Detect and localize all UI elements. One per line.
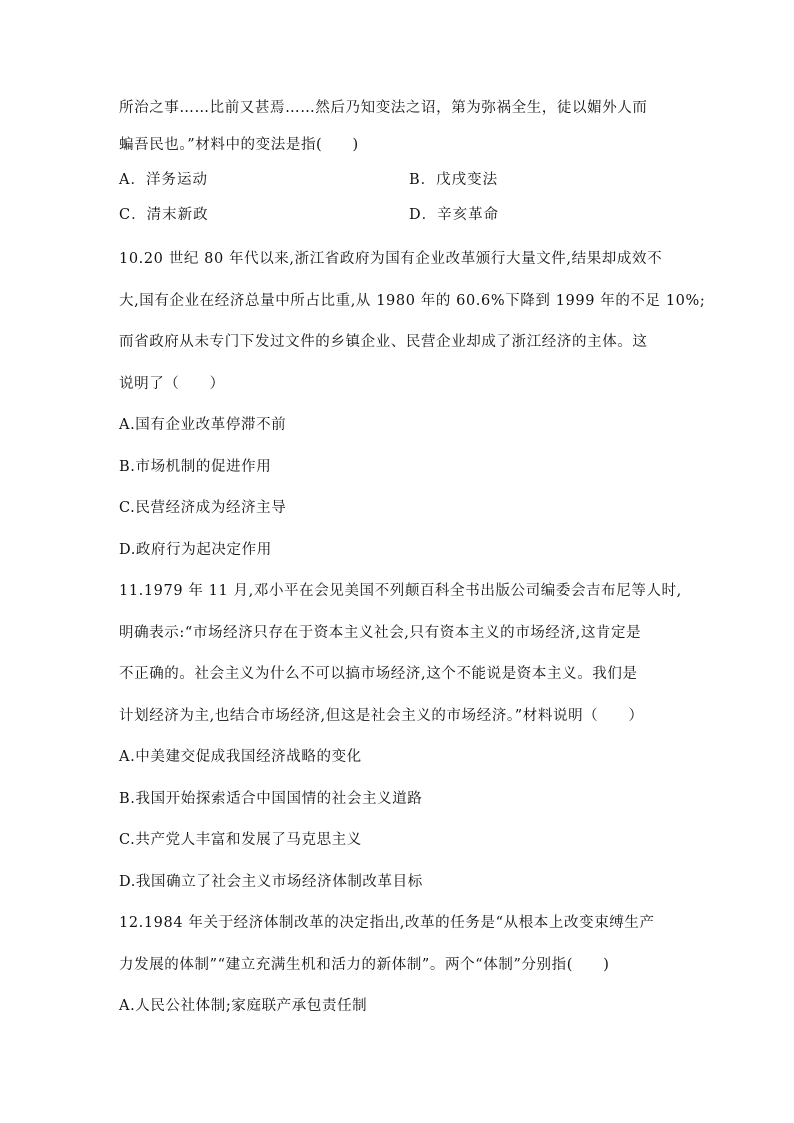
q10-option-b: B.市场机制的促进作用	[119, 459, 272, 475]
q10-option-c: C.民营经济成为经济主导	[119, 500, 287, 516]
q9-option-c: C．清末新政	[119, 207, 209, 223]
q11-stem-line-2: 明确表示:“市场经济只存在于资本主义社会,只有资本主义的市场经济,这肯定是	[119, 625, 642, 641]
q10-stem-line-3: 而省政府从未专门下发过文件的乡镇企业、民营企业却成了浙江经济的主体。这	[119, 334, 648, 350]
q9-stem-line-2: 蝙吾民也。”材料中的变法是指( )	[119, 137, 359, 153]
q9-stem-line-1: 所治之事……比前又甚焉……然后乃知变法之诏，第为弥祸全生，徒以媚外人而	[119, 100, 648, 116]
q12-stem-line-2: 力发展的体制”“建立充满生机和活力的新体制”。两个“体制”分别指( )	[119, 957, 610, 973]
q9-option-b: B．戊戌变法	[409, 172, 499, 188]
q9-option-d: D．辛亥革命	[409, 207, 500, 223]
q11-option-d: D.我国确立了社会主义市场经济体制改革目标	[119, 874, 423, 890]
q11-stem-line-4: 计划经济为主,也结合市场经济,但这是社会主义的市场经济。”材料说明（ ）	[119, 708, 644, 724]
q11-option-c: C.共产党人丰富和发展了马克思主义	[119, 832, 362, 848]
q12-stem-line-1: 12.1984 年关于经济体制改革的决定指出,改革的任务是“从根本上改变束缚生产	[119, 915, 655, 931]
q10-option-a: A.国有企业改革停滞不前	[119, 417, 287, 433]
q10-stem-line-1: 10.20 世纪 80 年代以来,浙江省政府为国有企业改革颁行大量文件,结果却成效不	[119, 251, 663, 267]
q11-option-a: A.中美建交促成我国经济战略的变化	[119, 749, 362, 765]
q10-option-d: D.政府行为起决定作用	[119, 542, 272, 558]
q10-stem-line-4: 说明了（ ）	[119, 376, 225, 392]
q12-option-a: A.人民公社体制;家庭联产承包责任制	[119, 998, 368, 1014]
q11-option-b: B.我国开始探索适合中国国情的社会主义道路	[119, 791, 423, 807]
q9-option-a: A．洋务运动	[119, 172, 208, 188]
q11-stem-line-1: 11.1979 年 11 月,邓小平在会见美国不列颠百科全书出版公司编委会吉布尼等人时,	[119, 583, 682, 599]
q10-stem-line-2: 大,国有企业在经济总量中所占比重,从 1980 年的 60.6%下降到 1999 年的不足 10%;	[119, 293, 706, 309]
q11-stem-line-3: 不正确的。社会主义为什么不可以搞市场经济,这个不能说是资本主义。我们是	[119, 666, 638, 682]
